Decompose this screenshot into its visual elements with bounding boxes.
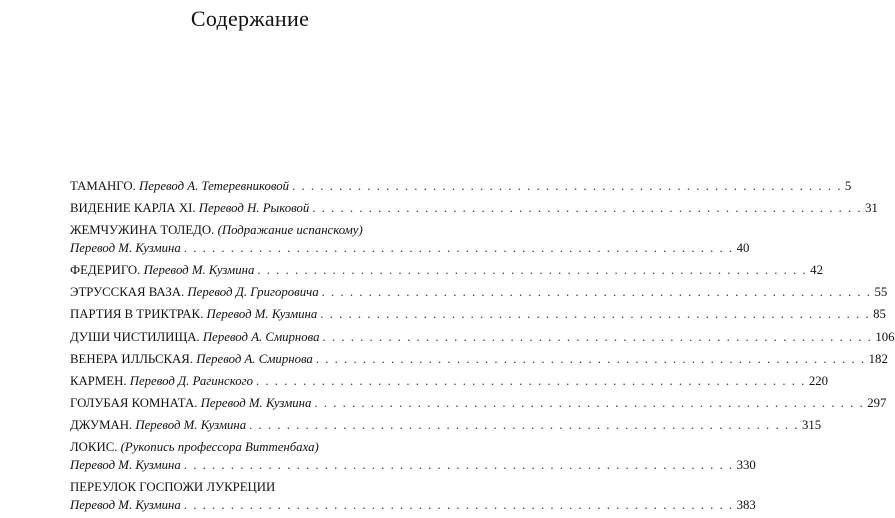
toc-entry — [70, 199, 878, 217]
entry-page-number: 315 — [801, 417, 822, 432]
dot-leader — [249, 416, 799, 434]
entry-title: ДЖУМАН. — [70, 417, 133, 432]
dot-leader — [322, 283, 872, 301]
entry-translator: Перевод А. Тетеревниковой — [139, 179, 290, 193]
toc-entry — [70, 328, 895, 346]
entry-translator: Перевод М. Кузмина — [70, 498, 181, 513]
toc-entry — [70, 283, 888, 301]
toc-entry — [70, 221, 750, 257]
entry-page-number: 297 — [867, 395, 887, 410]
page-title: Содержание — [190, 6, 310, 31]
entry-title: ЛОКИС. — [70, 440, 118, 455]
dot-leader — [320, 305, 870, 323]
entry-translator: Перевод М. Кузмина — [135, 417, 247, 432]
dot-leader — [292, 177, 842, 195]
entry-translator: Перевод Н. Рыковой — [198, 201, 310, 216]
entry-page-number: 85 — [873, 307, 886, 322]
toc-entry — [70, 416, 822, 434]
toc-entry — [70, 478, 756, 514]
dot-leader — [184, 456, 734, 474]
dot-leader — [257, 261, 807, 279]
entry-translator: Перевод М. Кузмина — [206, 307, 318, 322]
entry-title: ПЕРЕУЛОК ГОСПОЖИ ЛУКРЕЦИИ — [70, 480, 276, 495]
toc-entry — [70, 350, 888, 368]
entry-translator: Перевод М. Кузмина — [143, 263, 255, 278]
entry-title: ЭТРУССКАЯ ВАЗА. — [70, 285, 185, 300]
entry-title: ВИДЕНИЕ КАРЛА XI. — [70, 201, 196, 216]
toc-entry — [70, 261, 823, 279]
entry-page-number: 55 — [874, 285, 888, 300]
entry-title: ВЕНЕРА ИЛЛЬСКАЯ. — [70, 351, 194, 366]
entry-title: КАРМЕН. — [70, 373, 127, 388]
entry-page-number: 220 — [808, 373, 829, 388]
table-of-contents — [70, 177, 895, 518]
entry-translator: Перевод М. Кузмина — [70, 458, 181, 473]
toc-entry — [70, 438, 756, 474]
dot-leader — [256, 372, 806, 390]
entry-title: ЖЕМЧУЖИНА ТОЛЕДО. — [70, 223, 215, 238]
dot-leader — [316, 350, 866, 368]
entry-subtitle: (Рукопись профессора Виттенбаха) — [120, 440, 319, 455]
entry-page-number: 5 — [844, 179, 852, 193]
entry-translator: Перевод М. Кузмина — [200, 395, 312, 410]
entry-title: ТАМАНГО. — [70, 179, 136, 193]
entry-page-number: 330 — [736, 458, 756, 473]
entry-title: ПАРТИЯ В ТРИКТРАК. — [70, 307, 204, 322]
toc-entry — [70, 177, 852, 195]
entry-translator: Перевод Д. Григоровича — [187, 285, 319, 300]
entry-page-number: 106 — [875, 329, 895, 344]
entry-page-number: 383 — [736, 498, 756, 513]
entry-page-number: 182 — [868, 351, 888, 366]
entry-page-number: 40 — [736, 241, 750, 256]
dot-leader — [312, 199, 862, 217]
dot-leader — [323, 328, 873, 346]
entry-translator: Перевод А. Смирнова — [202, 329, 320, 344]
entry-page-number: 31 — [865, 201, 878, 216]
entry-translator: Перевод М. Кузмина — [70, 241, 181, 256]
entry-title: ДУШИ ЧИСТИЛИЩА. — [70, 329, 200, 344]
dot-leader — [184, 239, 734, 257]
dot-leader — [184, 496, 734, 514]
entry-translator: Перевод А. Смирнова — [196, 351, 313, 366]
toc-entry — [70, 394, 887, 412]
toc-entry — [70, 372, 829, 390]
entry-title: ГОЛУБАЯ КОМНАТА. — [70, 395, 198, 410]
entry-translator: Перевод Д. Рагинского — [129, 373, 253, 388]
entry-subtitle: (Подражание испанскому) — [217, 223, 363, 238]
entry-title: ФЕДЕРИГО. — [70, 263, 141, 278]
toc-entry — [70, 305, 886, 323]
dot-leader — [314, 394, 864, 412]
entry-page-number: 42 — [810, 263, 823, 278]
